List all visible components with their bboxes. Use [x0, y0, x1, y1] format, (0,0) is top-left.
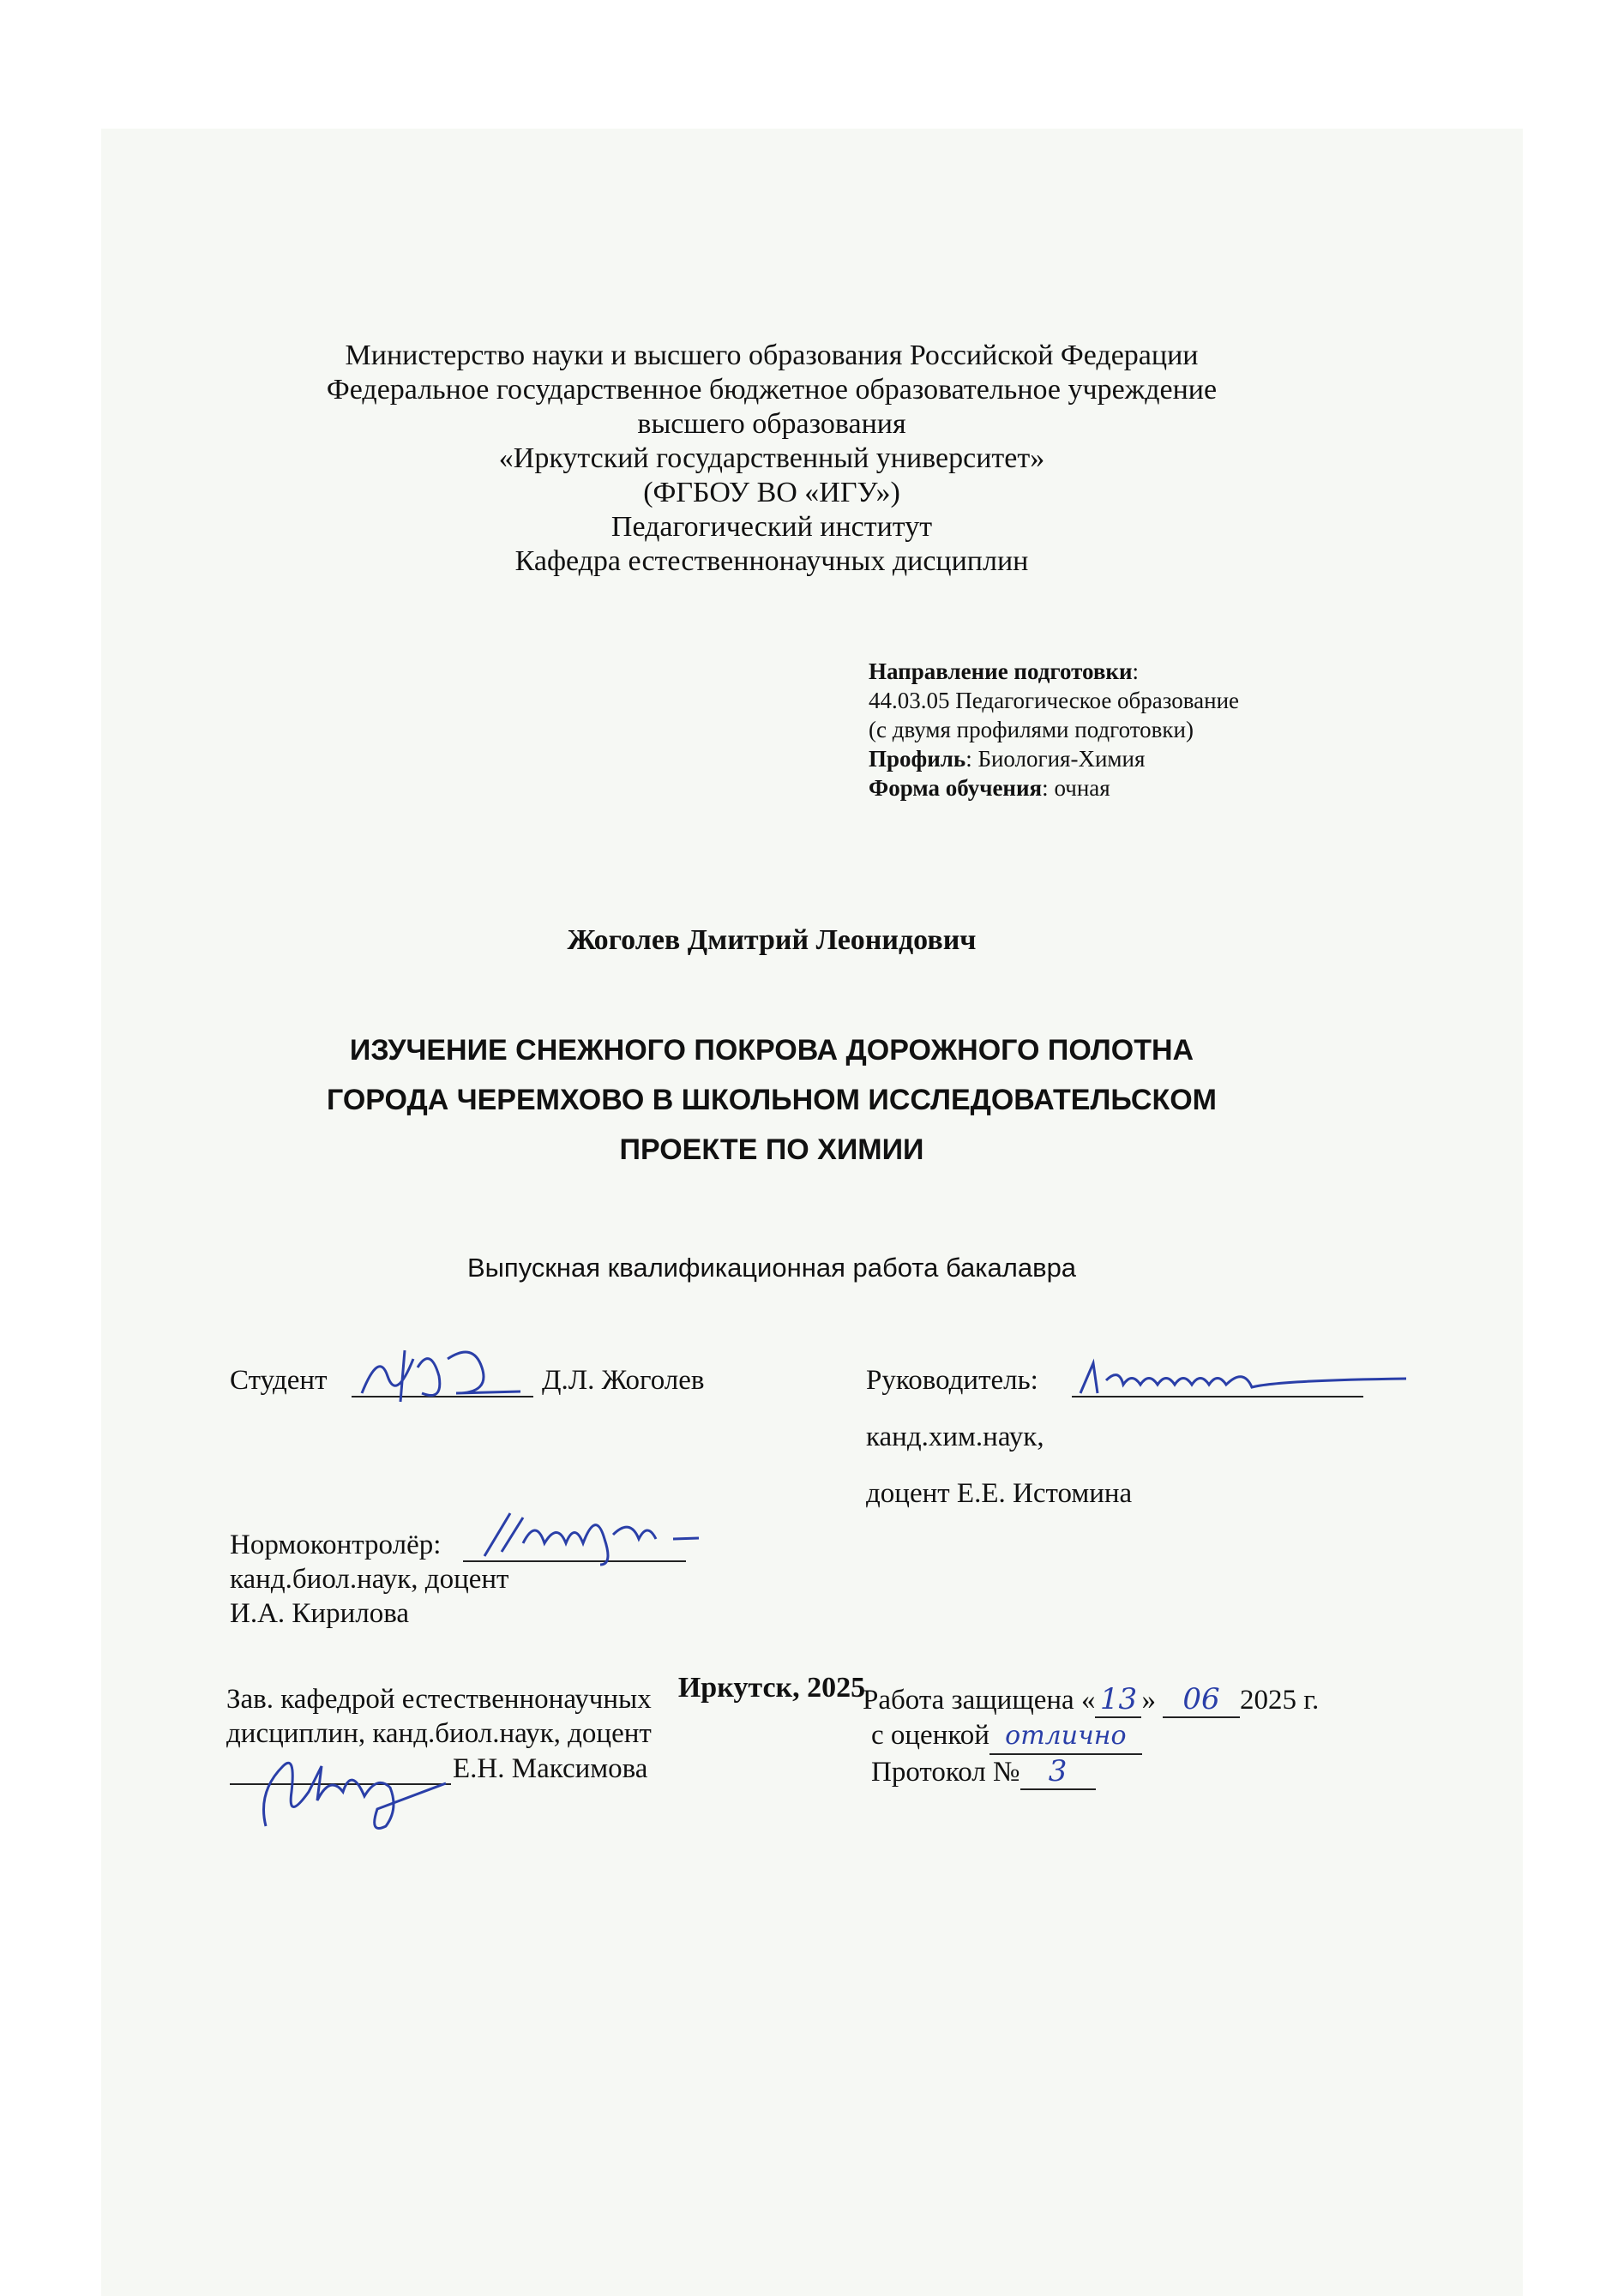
grade-value: отлично [989, 1719, 1142, 1755]
direction-value: 44.03.05 Педагогическое образование [869, 688, 1240, 713]
supervisor-degree: канд.хим.наук, [866, 1421, 1044, 1452]
form-label: Форма обучения [869, 775, 1043, 801]
direction-note: (с двумя профилями подготовки) [869, 717, 1194, 742]
work-type: Выпускная квалификационная работа бакалавра [466, 1253, 1077, 1283]
defense-year: 2025 г. [1239, 1685, 1320, 1716]
institute-name: Педагогический институт [611, 511, 933, 543]
head-title-line-2: дисциплин, канд.биол.наук, доцент [226, 1718, 652, 1749]
author-name: Жоголев Дмитрий Леонидович [567, 924, 977, 956]
grade-label: с оценкой [871, 1720, 989, 1751]
supervisor-signature [1072, 1355, 1415, 1406]
program-details: Направление подготовки: 44.03.05 Педагогическое образование (с двумя профилями подготовки) Профиль: Биология-Химия Форма обучения: очная [869, 658, 1240, 801]
title-line-2: ГОРОДА ЧЕРЕМХОВО В ШКОЛЬНОМ ИССЛЕДОВАТЕЛЬСКОМ [327, 1084, 1217, 1116]
university-name: «Иркутский государственный университет» [498, 442, 1045, 474]
protocol-number: 3 [1020, 1754, 1096, 1790]
student-name: Д.Л. Жоголев [542, 1365, 705, 1396]
thesis-title [0, 1025, 1543, 1175]
profile-value: Биология-Химия [977, 746, 1146, 772]
defense-day: 13 [1095, 1682, 1141, 1718]
defense-label-text: Работа защищена « [863, 1685, 1096, 1716]
grade-row [871, 1718, 1142, 1755]
defense-month: 06 [1163, 1682, 1240, 1718]
profile-label: Профиль [869, 746, 966, 772]
norm-controller-label: Нормоконтролёр: [230, 1530, 442, 1560]
student-label: Студент [230, 1365, 328, 1396]
protocol-label: Протокол № [871, 1757, 1020, 1788]
supervisor-label: Руководитель: [866, 1365, 1038, 1396]
head-title-line-1: Зав. кафедрой естественнонаучных [226, 1684, 652, 1715]
head-signature [249, 1740, 454, 1835]
city-year: Иркутск, 2025 [677, 1672, 866, 1704]
form-value: очная [1054, 775, 1110, 801]
title-line-1: ИЗУЧЕНИЕ СНЕЖНОГО ПОКРОВА ДОРОЖНОГО ПОЛОТНА [349, 1034, 1194, 1067]
department-name: Кафедра естественнонаучных дисциплин [514, 545, 1029, 577]
ministry-line: Министерство науки и высшего образования Российской Федерации [345, 340, 1199, 371]
protocol-row [871, 1754, 1096, 1790]
norm-controller-name: И.А. Кирилова [230, 1598, 410, 1629]
supervisor-name: доцент Е.Е. Истомина [866, 1478, 1133, 1509]
student-signature [353, 1342, 533, 1410]
title-line-3: ПРОЕКТЕ ПО ХИМИИ [619, 1133, 924, 1166]
university-abbr: (ФГБОУ ВО «ИГУ») [643, 477, 900, 508]
institution-type-line: Федеральное государственное бюджетное образовательное учреждение [326, 374, 1218, 406]
norm-controller-signature [476, 1500, 733, 1569]
education-level-line: высшего образования [637, 408, 906, 440]
defense-mid: » [1141, 1685, 1156, 1716]
norm-controller-degree: канд.биол.наук, доцент [230, 1564, 509, 1595]
head-name: Е.Н. Максимова [453, 1753, 648, 1784]
direction-label: Направление подготовки [869, 658, 1133, 684]
institution-header [257, 339, 1286, 579]
